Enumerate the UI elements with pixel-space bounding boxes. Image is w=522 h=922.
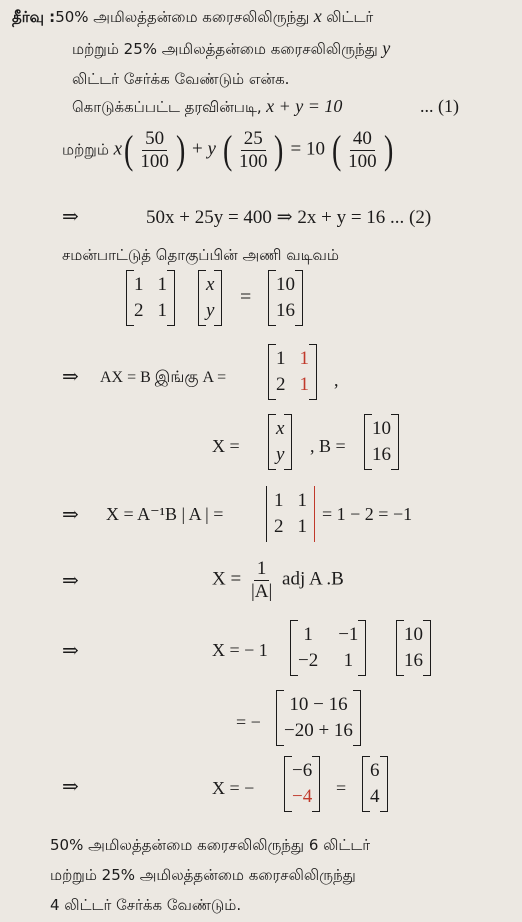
x-label: X = [212,436,240,456]
fraction-25-100: $\frac{25}{100}$ [238,128,268,172]
fraction-equation: மற்றும் x( $\frac{50}{100}$ ) + y ( $\frac{25}{100}$ ) = 10 ( $\frac{40}{100}$ ) [62,127,393,173]
minus-sign: = − [236,712,261,732]
intro-text-1a: 50% அமிலத்தன்மை கரைசலிலிருந்து [55,8,310,26]
intro-line-2 [72,38,390,60]
implies-arrow-4: ⇒ [62,570,79,592]
intro-var-x: x [313,6,322,26]
calculation-matrix: 10 − 16 −20 + 16 [276,692,361,744]
inverse-formula: X = A⁻¹B | A | = [106,504,224,524]
implies-arrow-5: ⇒ [62,640,79,662]
conclusion-line-1: 50% அமிலத்தன்மை கரைசலிலிருந்து 6 லிட்டர் [50,836,371,854]
matrix-form-label: சமன்பாட்டுத் தொகுப்பின் அணி வடிவம் [62,246,339,264]
constant-matrix: 10 16 [268,272,303,324]
conclusion-line-2: மற்றும் 25% அமிலத்தன்மை கரைசலிலிருந்து [50,866,356,884]
implies-arrow-1: ⇒ [62,206,79,228]
matrix-x: x y [268,416,292,468]
implies-arrow-3: ⇒ [62,504,79,526]
ax-equals-b: AX = B இங்கு A = [100,369,227,386]
intro-line-1 [12,6,373,28]
solution-page: தீர்வு :50% அமிலத்தன்மை கரைசலிலிருந்து x லிட்டர் மற்றும் 25% அமிலத்தன்மை கரைசலிலிருந்து y லிட்டர் சேர்க்க வேண்டும் என்க. கொடுக்கப்பட்ட தரவின்படி, x + y = 10 ... (1) மற்றும் x( $\frac{50}{100}$ ) + y ( $\frac{25}{100}$ ) = 10 ( $\frac{40}{100}$ ) ⇒ 50x + 25y = 400 ⇒ 2x + y = 16 ... (2) சமன்பாட்டுத் தொகுப்பின் அணி வடிவம் 1 1 2 1 x y = 10 16 ⇒ AX = B இங்கு A = 1 1 2 1 , X = x y , B = 10 16 ⇒ X = A⁻¹B | A | = 1 1 2 1 = 1 − 2 = −1 ⇒ X = $\frac{1}{|A|}$ adj A .B ⇒ X = − 1 1 −1 −2 1 10 16 = − 10 − 16 −20 + 16 ⇒ X = − −6 −4 = 6 4 50% அமிலத்தன்மை கரைசலிலிருந்து 6 லிட்டர் மற்றும் 25% அமிலத்தன்மை கரைசலிலிருந்து 4 லிட்டர் சேர்க்க வேண்டும். [12,6,459,914]
variable-matrix: x y [198,272,222,324]
intro-text-1b: லிட்டர் [326,8,374,26]
conclusion-line-3: 4 லிட்டர் சேர்க்க வேண்டும். [50,896,242,914]
negative-result-matrix: −6 −4 [284,758,320,810]
equation-2: 50x + 25y = 400 ⇒ 2x + y = 16 ... (2) [146,207,432,228]
intro-text-2a: மற்றும் 25% அமிலத்தன்மை கரைசலிலிருந்து [72,40,378,58]
intro-line-3 [72,68,289,90]
constant-matrix-2: 10 16 [396,622,431,674]
determinant-a: 1 1 2 1 [266,488,315,540]
intro-var-y: y [382,38,391,58]
solution-heading: தீர்வு : [12,8,56,26]
fraction-40-100: $\frac{40}{100}$ [348,128,377,172]
intro-text-3: லிட்டர் சேர்க்க வேண்டும் என்க. [72,70,290,88]
one-over-det: $\frac{1}{|A|}$ [250,558,273,602]
implies-arrow-6: ⇒ [62,776,79,798]
given-label: கொடுக்கப்பட்ட தரவின்படி, [72,98,262,116]
implies-arrow-2: ⇒ [62,366,79,388]
result-matrix: 6 4 [362,758,388,810]
given-line [72,96,342,118]
matrix-a: 1 1 2 1 [268,346,317,398]
b-label: , B = [310,436,346,456]
determinant-result: = 1 − 2 = −1 [322,504,413,524]
adjoint-formula: X = $\frac{1}{|A|}$ adj A .B [212,558,344,602]
adjoint-matrix: 1 −1 −2 1 [290,622,366,674]
fraction-50-100: $\frac{50}{100}$ [140,128,169,172]
equation-1: x + y = 10 [266,96,343,116]
matrix-b: 10 16 [364,416,399,468]
equation-1-tag: ... (1) [420,96,459,116]
and-label: மற்றும் [62,140,109,159]
coefficient-matrix: 1 1 2 1 [126,272,175,324]
final-x: X = − [212,778,255,798]
x-minus-one: X = − 1 [212,640,268,660]
